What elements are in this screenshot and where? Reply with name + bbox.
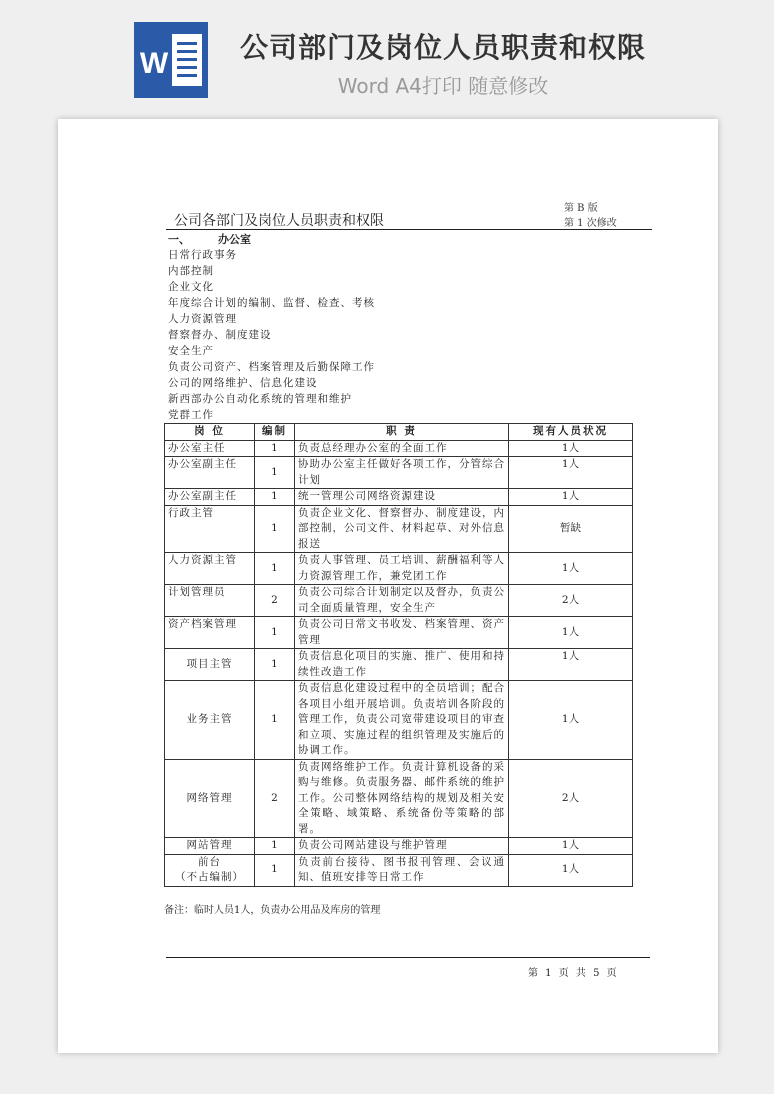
duty-item: 内部控制 bbox=[168, 265, 214, 277]
header-rule bbox=[166, 229, 652, 230]
duty-item: 人力资源管理 bbox=[168, 313, 237, 325]
document-page bbox=[58, 119, 718, 1053]
count-cell: 1 bbox=[255, 440, 295, 457]
position-cell: 计划管理员 bbox=[165, 585, 255, 617]
table-row bbox=[165, 838, 633, 855]
count-cell: 1 bbox=[255, 649, 295, 681]
duty-cell: 负责前台接待、图书报刊管理、会议通知、值班安排等日常工作 bbox=[295, 854, 509, 886]
duty-cell: 负责企业文化、督察督办、制度建设，内部控制，公司文件、材料起草、对外信息报送 bbox=[295, 505, 509, 553]
duty-item: 日常行政事务 bbox=[168, 249, 237, 261]
status-cell: 1人 bbox=[509, 489, 633, 506]
position-cell: 办公室主任 bbox=[165, 440, 255, 457]
status-cell: 1人 bbox=[509, 457, 633, 489]
count-cell: 1 bbox=[255, 681, 295, 760]
count-cell: 1 bbox=[255, 489, 295, 506]
table-row bbox=[165, 505, 633, 553]
position-cell: 人力资源主管 bbox=[165, 553, 255, 585]
duty-cell: 负责信息化建设过程中的全员培训；配合各项目小组开展培训。负责培训各阶段的管理工作，负责公司宽带建设项目的审查和立项、实施过程的组织管理及实施后的协调工作。 bbox=[295, 681, 509, 760]
position-note: （不占编制） bbox=[175, 871, 244, 883]
col-header-duty: 职 责 bbox=[295, 424, 509, 441]
section-heading bbox=[168, 231, 251, 247]
footer-rule bbox=[166, 957, 650, 958]
duty-cell: 负责公司日常文书收发、档案管理、资产管理 bbox=[295, 617, 509, 649]
col-header-position: 岗 位 bbox=[165, 424, 255, 441]
col-header-count: 编制 bbox=[255, 424, 295, 441]
status-cell: 2人 bbox=[509, 759, 633, 838]
duty-item: 督察督办、制度建设 bbox=[168, 329, 272, 341]
count-cell: 1 bbox=[255, 457, 295, 489]
revision-edition: 第 B 版 bbox=[564, 203, 598, 214]
duty-cell: 负责网络维护工作。负责计算机设备的采购与维修。负责服务器、邮件系统的维护工作。公司整体网络结构的规划及相关安全策略、域策略、系统备份等策略的部署。 bbox=[295, 759, 509, 838]
top-banner bbox=[0, 0, 774, 118]
duty-item: 党群工作 bbox=[168, 409, 214, 421]
status-cell: 1人 bbox=[509, 681, 633, 760]
table-row bbox=[165, 854, 633, 886]
position-cell: 办公室副主任 bbox=[165, 489, 255, 506]
status-cell: 1人 bbox=[509, 553, 633, 585]
table-row bbox=[165, 681, 633, 760]
duty-item: 安全生产 bbox=[168, 345, 214, 357]
status-cell: 1人 bbox=[509, 617, 633, 649]
duty-item: 企业文化 bbox=[168, 281, 214, 293]
table-row bbox=[165, 489, 633, 506]
duty-cell: 协助办公室主任做好各项工作，分管综合计划 bbox=[295, 457, 509, 489]
duty-cell: 负责公司综合计划制定以及督办，负责公司全面质量管理，安全生产 bbox=[295, 585, 509, 617]
table-row bbox=[165, 457, 633, 489]
banner-subtitle: Word A4打印 随意修改 bbox=[337, 74, 549, 98]
duty-cell: 负责人事管理、员工培训、薪酬福利等人力资源管理工作，兼党团工作 bbox=[295, 553, 509, 585]
status-cell: 1人 bbox=[509, 838, 633, 855]
position-cell: 资产档案管理 bbox=[165, 617, 255, 649]
count-cell: 1 bbox=[255, 553, 295, 585]
section-name: 办公室 bbox=[218, 233, 251, 246]
table-row bbox=[165, 585, 633, 617]
section-number: 一、 bbox=[168, 233, 190, 246]
status-cell: 2人 bbox=[509, 585, 633, 617]
position-cell: 网络管理 bbox=[165, 759, 255, 838]
status-cell: 1人 bbox=[509, 440, 633, 457]
table-row bbox=[165, 553, 633, 585]
duty-cell: 统一管理公司网络资源建设 bbox=[295, 489, 509, 506]
count-cell: 1 bbox=[255, 854, 295, 886]
table-row bbox=[165, 440, 633, 457]
document-title: 公司各部门及岗位人员职责和权限 bbox=[174, 213, 384, 229]
count-cell: 2 bbox=[255, 759, 295, 838]
table-row bbox=[165, 649, 633, 681]
position-cell: 项目主管 bbox=[165, 649, 255, 681]
count-cell: 2 bbox=[255, 585, 295, 617]
status-cell: 1人 bbox=[509, 649, 633, 681]
table-row bbox=[165, 759, 633, 838]
duty-cell: 负责信息化项目的实施、推广、使用和持续性改造工作 bbox=[295, 649, 509, 681]
count-cell: 1 bbox=[255, 617, 295, 649]
position-cell: 网站管理 bbox=[165, 838, 255, 855]
status-cell: 1人 bbox=[509, 854, 633, 886]
position-name: 前台 bbox=[198, 855, 221, 868]
duty-cell: 负责公司网站建设与维护管理 bbox=[295, 838, 509, 855]
word-document-icon bbox=[134, 22, 208, 98]
page-number: 第 1 页 共 5 页 bbox=[528, 968, 619, 979]
banner-title: 公司部门及岗位人员职责和权限 bbox=[239, 31, 646, 64]
position-cell: 办公室副主任 bbox=[165, 457, 255, 489]
duty-item: 新西部办公自动化系统的管理和维护 bbox=[168, 393, 352, 405]
duty-item: 年度综合计划的编制、监督、检查、考核 bbox=[168, 297, 375, 309]
duty-cell: 负责总经理办公室的全面工作 bbox=[295, 440, 509, 457]
col-header-status: 现有人员状况 bbox=[509, 424, 633, 441]
duty-item: 负责公司资产、档案管理及后勤保障工作 bbox=[168, 361, 375, 373]
logo-letter: W bbox=[139, 47, 169, 80]
table-row bbox=[165, 617, 633, 649]
position-cell: 业务主管 bbox=[165, 681, 255, 760]
table-header-row bbox=[165, 424, 633, 441]
table-note: 备注：临时人员1人，负责办公用品及库房的管理 bbox=[164, 905, 381, 916]
revision-count: 第 1 次修改 bbox=[564, 218, 617, 229]
count-cell: 1 bbox=[255, 838, 295, 855]
duty-item: 公司的网络维护、信息化建设 bbox=[168, 377, 318, 389]
position-cell bbox=[165, 854, 255, 886]
count-cell: 1 bbox=[255, 505, 295, 553]
staff-table bbox=[164, 423, 633, 887]
status-cell: 暂缺 bbox=[509, 505, 633, 553]
position-cell: 行政主管 bbox=[165, 505, 255, 553]
